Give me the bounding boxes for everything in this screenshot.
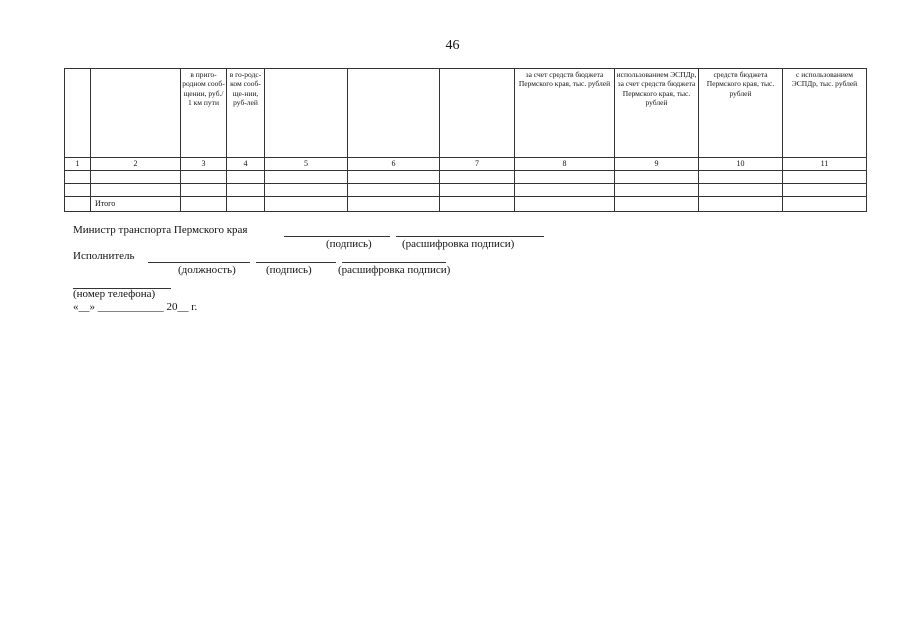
table-cell[interactable] [699, 171, 783, 184]
table-cell[interactable] [181, 197, 227, 212]
table-cell[interactable] [91, 171, 181, 184]
table-cell[interactable] [348, 197, 440, 212]
executor-decode-line[interactable] [342, 262, 446, 263]
column-number: 7 [440, 158, 515, 171]
column-number: 5 [265, 158, 348, 171]
table-cell[interactable] [615, 197, 699, 212]
minister-signature-line[interactable] [284, 236, 390, 237]
table-cell[interactable] [65, 184, 91, 197]
header-cell: средств бюджета Пермского края, тыс. рублей [699, 69, 783, 158]
table-cell[interactable] [227, 197, 265, 212]
table-cell[interactable] [265, 197, 348, 212]
total-label: Итого [91, 197, 181, 212]
table-cell[interactable] [348, 171, 440, 184]
table-cell[interactable] [783, 171, 867, 184]
minister-label: Министр транспорта Пермского края [73, 224, 248, 236]
minister-decode-caption: (расшифровка подписи) [402, 238, 515, 250]
header-cell: использованием ЭСПДр, за счет средств бюджета Пермского края, тыс. рублей [615, 69, 699, 158]
header-cell: за счет средств бюджета Пермского края, тыс. рублей [515, 69, 615, 158]
column-number: 1 [65, 158, 91, 171]
table-cell[interactable] [181, 171, 227, 184]
table-cell[interactable] [91, 184, 181, 197]
date-line: «__» ____________ 20__ г. [73, 301, 198, 313]
table-row [65, 184, 867, 197]
report-table [64, 68, 867, 212]
column-number-row [65, 158, 867, 171]
table-cell[interactable] [615, 184, 699, 197]
column-number: 6 [348, 158, 440, 171]
executor-signature-line[interactable] [256, 262, 336, 263]
header-cell: в го-родс-ком сооб-ще-нии, руб-лей [227, 69, 265, 158]
table-row [65, 171, 867, 184]
header-cell [65, 69, 91, 158]
table-cell[interactable] [440, 171, 515, 184]
page-number: 46 [445, 38, 460, 53]
column-number: 4 [227, 158, 265, 171]
table-cell[interactable] [699, 184, 783, 197]
total-row [65, 197, 867, 212]
table-cell[interactable] [227, 171, 265, 184]
table-cell[interactable] [783, 197, 867, 212]
header-cell: в приго-родном сооб-щении, руб./ 1 км пути [181, 69, 227, 158]
executor-position-caption: (должность) [178, 264, 236, 276]
table-cell[interactable] [65, 171, 91, 184]
table-cell[interactable] [348, 184, 440, 197]
table-cell [65, 197, 91, 212]
executor-label: Исполнитель [73, 250, 135, 262]
table-cell[interactable] [440, 197, 515, 212]
table-header-row [65, 69, 867, 158]
table-cell[interactable] [265, 184, 348, 197]
table-cell[interactable] [699, 197, 783, 212]
table-cell[interactable] [783, 184, 867, 197]
table-cell[interactable] [515, 171, 615, 184]
column-number: 2 [91, 158, 181, 171]
minister-sign-caption: (подпись) [326, 238, 372, 250]
table-cell[interactable] [227, 184, 265, 197]
column-number: 9 [615, 158, 699, 171]
table-cell[interactable] [440, 184, 515, 197]
column-number: 8 [515, 158, 615, 171]
executor-decode-caption: (расшифровка подписи) [338, 264, 451, 276]
column-number: 10 [699, 158, 783, 171]
header-cell: с использованием ЭСПДр, тыс. рублей [783, 69, 867, 158]
table-cell[interactable] [515, 184, 615, 197]
table-cell[interactable] [265, 171, 348, 184]
table-cell[interactable] [615, 171, 699, 184]
phone-caption: (номер телефона) [73, 288, 156, 300]
header-cell [440, 69, 515, 158]
header-cell [91, 69, 181, 158]
table-cell[interactable] [515, 197, 615, 212]
minister-decode-line[interactable] [396, 236, 544, 237]
executor-position-line[interactable] [148, 262, 250, 263]
column-number: 3 [181, 158, 227, 171]
table-cell[interactable] [181, 184, 227, 197]
header-cell [348, 69, 440, 158]
column-number: 11 [783, 158, 867, 171]
header-cell [265, 69, 348, 158]
executor-sign-caption: (подпись) [266, 264, 312, 276]
